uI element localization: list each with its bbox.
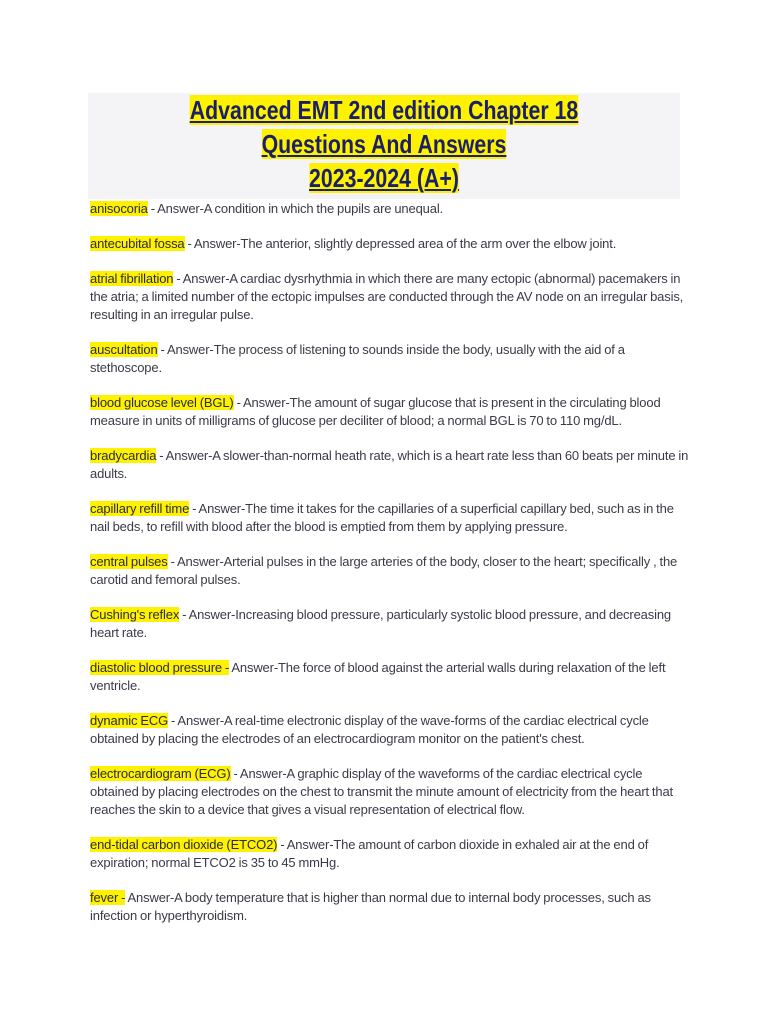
qa-entry [90,270,690,324]
term-highlight: anisocoria [90,201,148,216]
qa-entry [90,889,690,925]
qa-entry [90,606,690,642]
term-highlight: diastolic blood pressure - [90,660,230,675]
qa-entry [90,659,690,695]
term-highlight: capillary refill time [90,501,190,516]
term-highlight: auscultation [90,342,158,357]
term-highlight: end-tidal carbon dioxide (ETCO2) [90,837,278,852]
qa-entry [90,341,690,377]
definition: Answer-A body temperature that is higher than normal due to internal body processes, such as infection or hyperthyroidism. [90,890,651,923]
definition: - Answer-Arterial pulses in the large arteries of the body, closer to the heart; specifically , the carotid and femoral pulses. [90,554,678,587]
term-highlight: antecubital fossa [90,236,185,251]
definition: - Answer-The process of listening to sounds inside the body, usually with the aid of a stethoscope. [90,342,625,375]
qa-entry [90,553,690,589]
term-highlight: atrial fibrillation [90,271,174,286]
term-highlight: Cushing's reflex [90,607,180,622]
term-highlight: dynamic ECG [90,713,169,728]
definition: - Answer-The amount of carbon dioxide in exhaled air at the end of expiration; normal ETCO2 is 35 to 45 mmHg. [90,837,649,870]
qa-list [90,200,690,942]
qa-entry [90,200,690,218]
title-line-1: Advanced EMT 2nd edition Chapter 18 [189,95,579,125]
qa-entry [90,394,690,430]
title-line-3: 2023-2024 (A+) [309,163,459,193]
definition: - Answer-A condition in which the pupils are unequal. [147,201,444,216]
term-highlight: blood glucose level (BGL) [90,395,234,410]
term-highlight: electrocardiogram (ECG) [90,766,231,781]
definition: - Answer-The amount of sugar glucose that is present in the circulating blood measure in units of milligrams of glucose per deciliter of blood; a normal BGL is 70 to 110 mg/dL. [90,395,661,428]
qa-entry [90,500,690,536]
definition: Answer-The force of blood against the arterial walls during relaxation of the left ventricle. [90,660,666,693]
definition: - Answer-The anterior, slightly depressed area of the arm over the elbow joint. [184,236,617,251]
term-highlight: fever - [90,890,126,905]
document-title [88,93,680,199]
definition: - Answer-A graphic display of the waveforms of the cardiac electrical cycle obtained by placing electrodes on the chest to transmit the minute amount of electricity from the heart that reaches the skin to a device that gives a visual representation of electrical flow. [90,766,674,817]
definition: - Answer-A slower-than-normal heath rate, which is a heart rate less than 60 beats per minute in adults. [90,448,689,481]
definition: - Answer-A cardiac dysrhythmia in which there are many ectopic (abnormal) pacemakers in the atria; a limited number of the ectopic impulses are conducted through the AV node on an irregular basis, resulting in an irregular pulse. [90,271,684,322]
definition: - Answer-The time it takes for the capillaries of a superficial capillary bed, such as in the nail beds, to refill with blood after the blood is emptied from them by applying pressure. [90,501,674,534]
qa-entry [90,712,690,748]
qa-entry [90,447,690,483]
term-highlight: central pulses [90,554,168,569]
qa-entry [90,836,690,872]
title-line-2: Questions And Answers [261,129,507,159]
qa-entry [90,235,690,253]
definition: - Answer-A real-time electronic display of the wave-forms of the cardiac electrical cycle obtained by placing the electrodes of an electrocardiogram monitor on the patient's chest. [90,713,649,746]
definition: - Answer-Increasing blood pressure, particularly systolic blood pressure, and decreasing heart rate. [90,607,671,640]
term-highlight: bradycardia [90,448,157,463]
qa-entry [90,765,690,819]
